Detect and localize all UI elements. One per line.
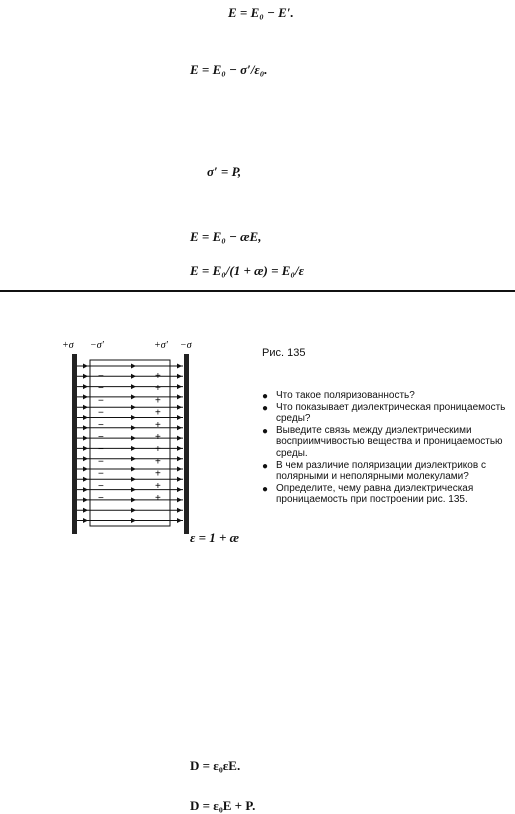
negative-bound-charge: − bbox=[98, 480, 104, 492]
label-plus-sigma: +σ bbox=[62, 340, 74, 351]
arrowhead-icon bbox=[177, 518, 182, 523]
arrowhead-icon bbox=[83, 456, 88, 461]
positive-bound-charge: + bbox=[155, 468, 161, 480]
label-plus-sigma-prime: +σ′ bbox=[154, 340, 168, 351]
arrowhead-icon bbox=[177, 446, 182, 451]
right-plate bbox=[184, 354, 189, 534]
bullet-icon: ● bbox=[262, 402, 269, 414]
bound-charges bbox=[98, 371, 161, 504]
arrowhead-icon bbox=[83, 415, 88, 420]
arrowhead-icon bbox=[177, 384, 182, 389]
arrowhead-icon bbox=[177, 415, 182, 420]
positive-bound-charge: + bbox=[155, 395, 161, 407]
arrowhead-icon bbox=[131, 508, 136, 513]
negative-bound-charge: − bbox=[98, 444, 104, 456]
bullet-icon: ● bbox=[262, 483, 269, 495]
negative-bound-charge: − bbox=[98, 456, 104, 468]
question-item bbox=[262, 402, 514, 425]
arrowhead-icon bbox=[177, 477, 182, 482]
negative-bound-charge: − bbox=[98, 468, 104, 480]
question-text: Что такое поляризованность? bbox=[276, 390, 415, 401]
negative-bound-charge: − bbox=[98, 493, 104, 504]
positive-bound-charge: + bbox=[155, 432, 161, 443]
positive-bound-charge: + bbox=[155, 456, 161, 468]
question-item bbox=[262, 483, 514, 506]
arrowhead-icon bbox=[131, 497, 136, 502]
arrowhead-icon bbox=[83, 477, 88, 482]
positive-bound-charge: + bbox=[155, 493, 161, 504]
bullet-icon: ● bbox=[262, 425, 269, 437]
equation-field-susceptibility: E = E₀ − æE, bbox=[190, 229, 262, 244]
figure-caption: Рис. 135 bbox=[262, 347, 306, 359]
arrowhead-icon bbox=[131, 425, 136, 430]
arrowhead-icon bbox=[131, 518, 136, 523]
arrowhead-icon bbox=[177, 425, 182, 430]
arrowhead-icon bbox=[83, 384, 88, 389]
arrowhead-icon bbox=[177, 497, 182, 502]
arrowhead-icon bbox=[131, 415, 136, 420]
label-minus-sigma-prime: −σ′ bbox=[90, 340, 104, 351]
arrowhead-icon bbox=[131, 467, 136, 472]
equation-permittivity: ε = 1 + æ bbox=[190, 530, 240, 545]
arrowhead-icon bbox=[83, 394, 88, 399]
equation-field-surface-charge: E = E₀ − σ′/ε₀. bbox=[190, 62, 268, 77]
arrowhead-icon bbox=[177, 394, 182, 399]
negative-bound-charge: − bbox=[98, 371, 104, 382]
question-text: В чем различие поляризации диэлектриков с полярными и неполярными молекулами? bbox=[276, 459, 486, 483]
question-text: Выведите связь между диэлектрическими восприимчивостью вещества и проницаемостью среды. bbox=[276, 424, 503, 459]
arrowhead-icon bbox=[83, 518, 88, 523]
positive-bound-charge: + bbox=[155, 407, 161, 419]
arrowhead-icon bbox=[83, 467, 88, 472]
arrowhead-icon bbox=[177, 374, 182, 379]
arrowhead-icon bbox=[131, 456, 136, 461]
positive-bound-charge: + bbox=[155, 480, 161, 492]
dielectric-figure bbox=[58, 338, 218, 536]
positive-bound-charge: + bbox=[155, 371, 161, 382]
bullet-icon: ● bbox=[262, 460, 269, 472]
question-item bbox=[262, 460, 514, 483]
arrowhead-icon bbox=[131, 384, 136, 389]
positive-bound-charge: + bbox=[155, 419, 161, 431]
equation-sigma-polarization: σ′ = P, bbox=[207, 164, 242, 179]
bullet-icon: ● bbox=[262, 391, 269, 402]
arrowhead-icon bbox=[83, 364, 88, 369]
equation-field-difference: E = E₀ − E′. bbox=[228, 5, 294, 20]
arrowhead-icon bbox=[83, 508, 88, 513]
label-minus-sigma: −σ bbox=[180, 340, 192, 351]
negative-bound-charge: − bbox=[98, 432, 104, 443]
arrowhead-icon bbox=[131, 405, 136, 410]
arrowhead-icon bbox=[83, 446, 88, 451]
arrowhead-icon bbox=[131, 446, 136, 451]
negative-bound-charge: − bbox=[98, 395, 104, 407]
question-item bbox=[262, 425, 514, 460]
equation-field-permittivity: E = E₀/(1 + æ) = E₀/ε bbox=[190, 263, 304, 278]
arrowhead-icon bbox=[131, 477, 136, 482]
left-plate bbox=[72, 354, 77, 534]
equation-displacement-permittivity: D = ε₀εE. bbox=[190, 758, 241, 773]
question-text: Определите, чему равна диэлектрическая проницаемость при построении рис. 135. bbox=[276, 482, 474, 506]
arrowhead-icon bbox=[131, 394, 136, 399]
arrowhead-icon bbox=[131, 374, 136, 379]
arrowhead-icon bbox=[131, 436, 136, 441]
arrowhead-icon bbox=[83, 374, 88, 379]
question-item bbox=[262, 390, 514, 402]
arrowhead-icon bbox=[83, 405, 88, 410]
negative-bound-charge: − bbox=[98, 419, 104, 431]
positive-bound-charge: + bbox=[155, 383, 161, 395]
arrowhead-icon bbox=[177, 364, 182, 369]
arrowhead-icon bbox=[177, 508, 182, 513]
review-questions bbox=[262, 390, 514, 506]
section-divider bbox=[0, 290, 515, 292]
equation-displacement-polarization: D = ε₀E + P. bbox=[190, 798, 256, 813]
arrowhead-icon bbox=[177, 405, 182, 410]
arrowhead-icon bbox=[131, 364, 136, 369]
arrowhead-icon bbox=[177, 467, 182, 472]
negative-bound-charge: − bbox=[98, 383, 104, 395]
arrowhead-icon bbox=[83, 425, 88, 430]
arrowhead-icon bbox=[177, 487, 182, 492]
arrowhead-icon bbox=[177, 436, 182, 441]
arrowhead-icon bbox=[83, 497, 88, 502]
arrowhead-icon bbox=[177, 456, 182, 461]
field-lines bbox=[77, 364, 183, 524]
positive-bound-charge: + bbox=[155, 444, 161, 456]
negative-bound-charge: − bbox=[98, 407, 104, 419]
arrowhead-icon bbox=[131, 487, 136, 492]
arrowhead-icon bbox=[83, 487, 88, 492]
arrowhead-icon bbox=[83, 436, 88, 441]
question-text: Что показывает диэлектрическая проницаемость среды? bbox=[276, 401, 506, 425]
